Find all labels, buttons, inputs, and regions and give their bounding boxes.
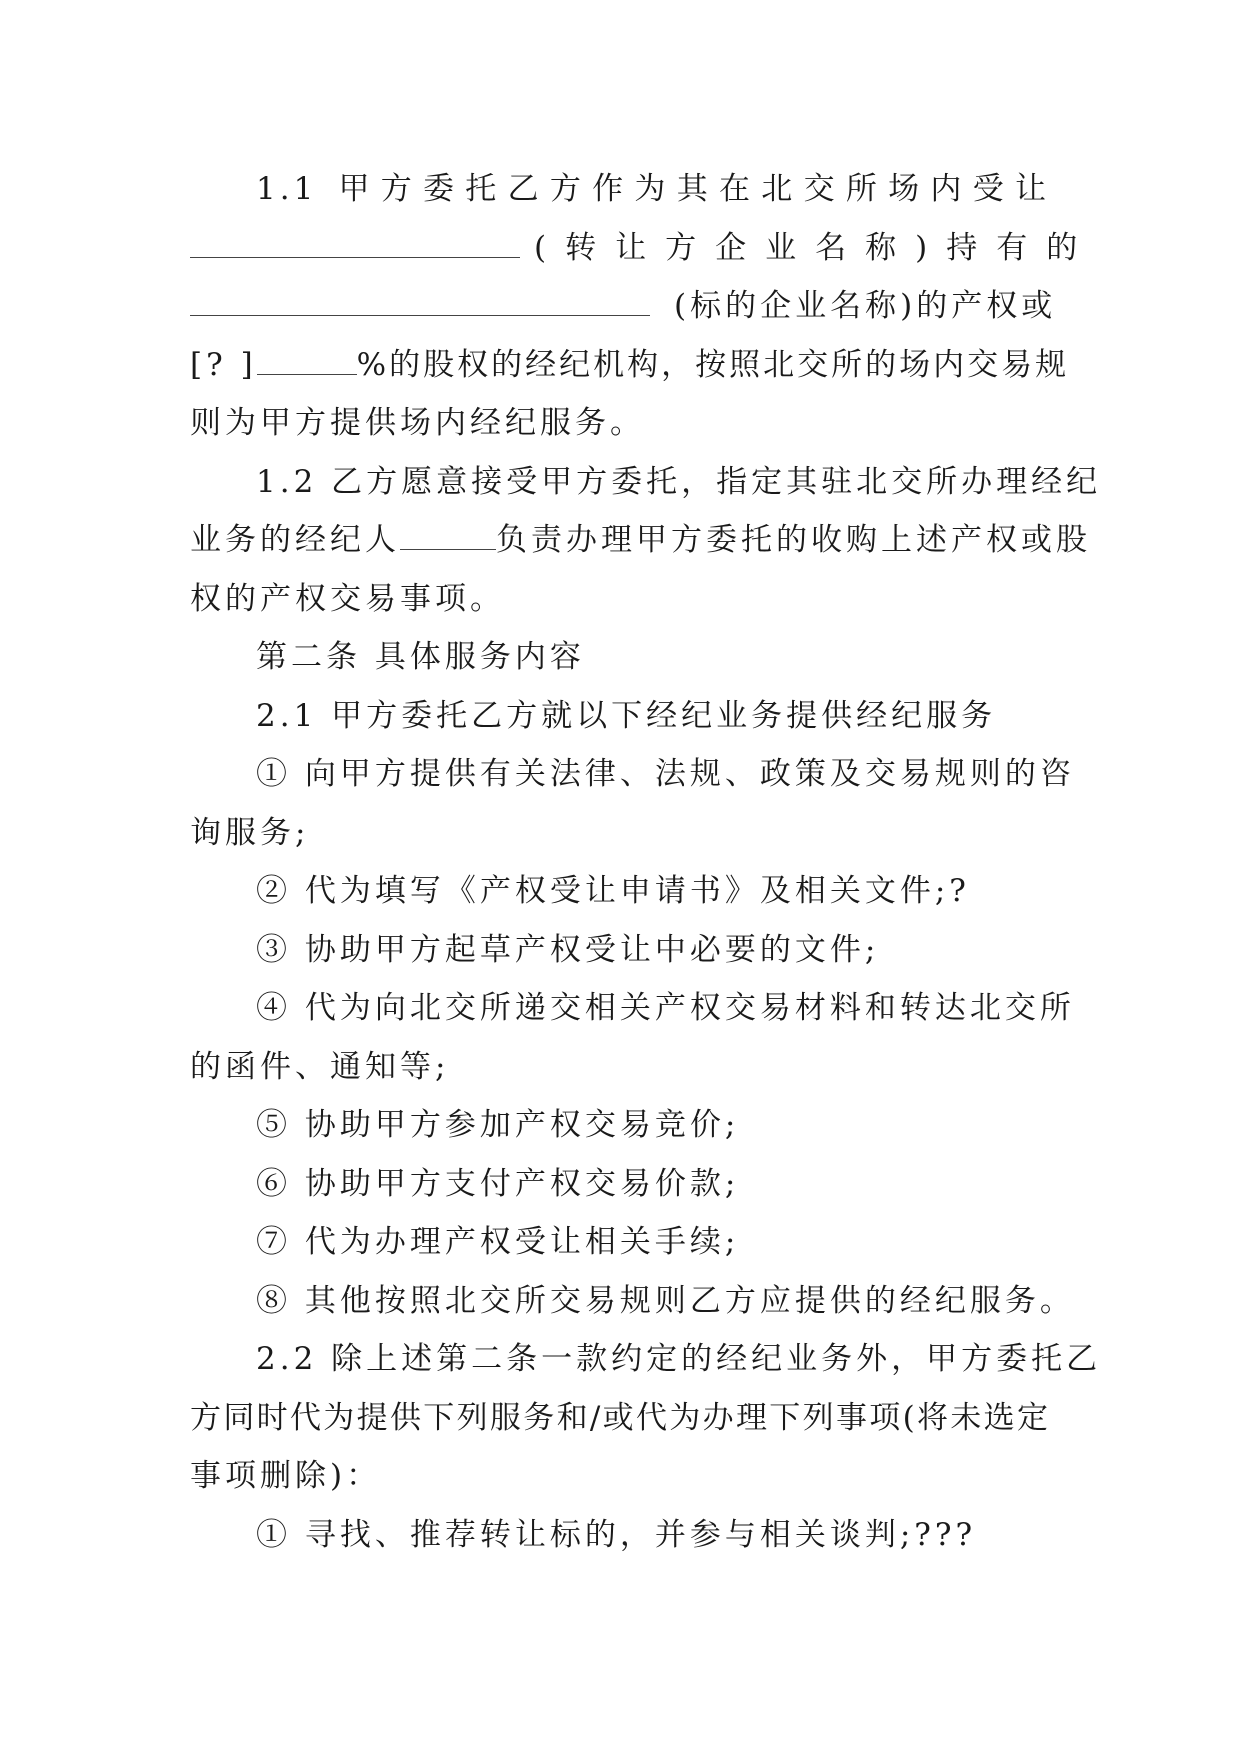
- broker-label: 业务的经纪人: [190, 522, 400, 558]
- clause-2-2-line-2: 方同时代为提供下列服务和/或代为办理下列事项(将未选定: [190, 1399, 1050, 1436]
- clause-1-1-line-1: 1.1 甲方委托乙方作为其在北交所场内受让: [256, 171, 1050, 207]
- clause-1-2-line-2: [190, 511, 1091, 570]
- clause-1-1-line-5: 则为甲方提供场内经纪服务。: [190, 405, 645, 441]
- clause-1-2-line-1: 1.2 乙方愿意接受甲方委托，指定其驻北交所办理经纪: [256, 463, 1102, 500]
- clause-1-1-line-2: [190, 219, 1097, 278]
- service-item-8: ⑧ 其他按照北交所交易规则乙方应提供的经纪服务。: [256, 1282, 1075, 1319]
- equity-percent-blank[interactable]: [257, 338, 357, 375]
- service-item-1-line-1: ① 向甲方提供有关法律、法规、政策及交易规则的咨: [256, 756, 1075, 792]
- service-item-5: ⑤ 协助甲方参加产权交易竞价;: [256, 1107, 740, 1143]
- service-item-3: ③ 协助甲方起草产权受让中必要的文件;: [256, 931, 880, 968]
- clause-2-1: 2.1 甲方委托乙方就以下经纪业务提供经纪服务: [256, 697, 997, 734]
- transferor-name-blank[interactable]: [190, 221, 520, 258]
- service-item-4-line-2: 的函件、通知等;: [190, 1048, 450, 1085]
- clause-1-2-line-3: 权的产权交易事项。: [190, 580, 505, 617]
- target-company-label: (标的企业名称)的产权或: [674, 288, 1057, 324]
- clause-1-1-line-4: [190, 336, 1070, 395]
- option-marker: [? ]: [190, 346, 257, 383]
- service-item-4-line-1: ④ 代为向北交所递交相关产权交易材料和转达北交所: [256, 990, 1075, 1026]
- clause-2-2-line-1: 2.2 除上述第二条一款约定的经纪业务外，甲方委托乙: [256, 1341, 1102, 1377]
- target-company-blank[interactable]: [190, 279, 650, 316]
- clause-2-2-line-3: 事项删除)：: [190, 1458, 382, 1494]
- clause-1-1-line-3: [190, 277, 1057, 336]
- service-item-1-line-2: 询服务;: [190, 814, 310, 851]
- extra-service-item-1: ① 寻找、推荐转让标的，并参与相关谈判;???: [256, 1516, 977, 1553]
- service-item-2: ② 代为填写《产权受让申请书》及相关文件;?: [256, 873, 970, 909]
- service-item-6: ⑥ 协助甲方支付产权交易价款;: [256, 1165, 740, 1202]
- article-2-title: 第二条 具体服务内容: [256, 639, 585, 675]
- transferor-name-label: (转让方企业名称)持有的: [534, 229, 1097, 266]
- document-body: [190, 160, 1102, 1564]
- equity-percent-text: %的股权的经纪机构，按照北交所的场内交易规: [356, 346, 1070, 383]
- broker-duty-text: 负责办理甲方委托的收购上述产权或股: [496, 522, 1091, 558]
- service-item-7: ⑦ 代为办理产权受让相关手续;: [256, 1224, 740, 1260]
- broker-name-blank[interactable]: [400, 513, 496, 550]
